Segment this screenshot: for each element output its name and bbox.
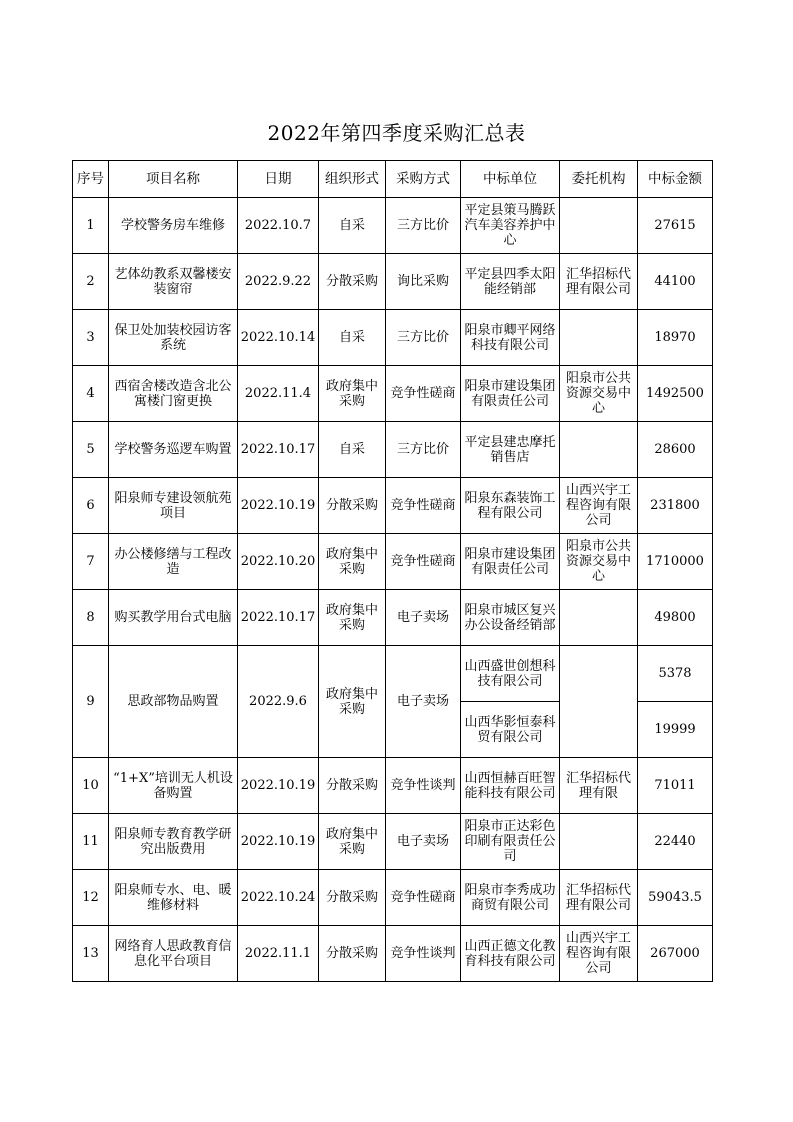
cell-amount: 49800 (638, 590, 713, 646)
cell-name: 学校警务房车维修 (109, 198, 238, 254)
cell-agency: 汇华招标代理有限 (560, 758, 638, 814)
cell-name: 阳泉师专建设领航苑项目 (109, 478, 238, 534)
table-row (73, 310, 713, 366)
cell-name: 阳泉师专水、电、暖维修材料 (109, 870, 238, 926)
cell-date: 2022.10.24 (238, 870, 319, 926)
col-header-org: 组织形式 (319, 161, 386, 198)
cell-date: 2022.10.19 (238, 758, 319, 814)
table-row (73, 646, 713, 702)
cell-date: 2022.10.19 (238, 814, 319, 870)
cell-org: 政府集中采购 (319, 590, 386, 646)
cell-winner: 平定县四季太阳能经销部 (461, 254, 560, 310)
cell-method: 竞争性谈判 (386, 758, 461, 814)
cell-method: 三方比价 (386, 310, 461, 366)
cell-org: 分散采购 (319, 758, 386, 814)
cell-agency: 山西兴宇工程咨询有限公司 (560, 926, 638, 982)
cell-agency (560, 310, 638, 366)
cell-name: “1+X”培训无人机设备购置 (109, 758, 238, 814)
cell-org: 分散采购 (319, 926, 386, 982)
cell-date: 2022.9.22 (238, 254, 319, 310)
cell-winner: 平定县建忠摩托销售店 (461, 422, 560, 478)
cell-date: 2022.10.20 (238, 534, 319, 590)
cell-method: 电子卖场 (386, 814, 461, 870)
cell-name: 办公楼修缮与工程改造 (109, 534, 238, 590)
cell-agency: 阳泉市公共资源交易中心 (560, 366, 638, 422)
cell-name: 艺体幼教系双馨楼安装窗帘 (109, 254, 238, 310)
procurement-table (72, 160, 713, 982)
cell-agency: 阳泉市公共资源交易中心 (560, 534, 638, 590)
cell-org: 自采 (319, 422, 386, 478)
cell-no: 12 (73, 870, 109, 926)
table-row (73, 534, 713, 590)
cell-org: 自采 (319, 310, 386, 366)
cell-winner: 阳泉市城区复兴办公设备经销部 (461, 590, 560, 646)
cell-no: 1 (73, 198, 109, 254)
col-header-name: 项目名称 (109, 161, 238, 198)
cell-no: 4 (73, 366, 109, 422)
cell-agency: 山西兴宇工程咨询有限公司 (560, 478, 638, 534)
cell-agency (560, 814, 638, 870)
cell-agency: 汇华招标代理有限公司 (560, 870, 638, 926)
cell-winner: 山西华影恒泰科贸有限公司 (461, 702, 560, 758)
cell-name: 保卫处加装校园访客系统 (109, 310, 238, 366)
cell-method: 竞争性磋商 (386, 534, 461, 590)
table-row (73, 758, 713, 814)
cell-org: 政府集中采购 (319, 366, 386, 422)
cell-winner: 平定县策马腾跃汽车美容养护中心 (461, 198, 560, 254)
cell-no: 6 (73, 478, 109, 534)
cell-method: 竞争性磋商 (386, 366, 461, 422)
cell-org: 政府集中采购 (319, 534, 386, 590)
cell-no: 7 (73, 534, 109, 590)
cell-amount: 5378 (638, 646, 713, 702)
cell-method: 电子卖场 (386, 646, 461, 758)
cell-org: 政府集中采购 (319, 646, 386, 758)
col-header-amount: 中标金额 (638, 161, 713, 198)
table-row (73, 590, 713, 646)
cell-agency (560, 646, 638, 758)
cell-org: 分散采购 (319, 478, 386, 534)
table-row (73, 478, 713, 534)
cell-winner: 阳泉东森装饰工程有限公司 (461, 478, 560, 534)
cell-name: 购买教学用台式电脑 (109, 590, 238, 646)
cell-org: 自采 (319, 198, 386, 254)
col-header-date: 日期 (238, 161, 319, 198)
cell-amount: 27615 (638, 198, 713, 254)
cell-org: 分散采购 (319, 254, 386, 310)
cell-amount: 28600 (638, 422, 713, 478)
cell-date: 2022.11.1 (238, 926, 319, 982)
cell-amount: 71011 (638, 758, 713, 814)
cell-method: 竞争性谈判 (386, 926, 461, 982)
table-row (73, 422, 713, 478)
cell-name: 阳泉师专教育教学研究出版费用 (109, 814, 238, 870)
cell-winner: 山西正德文化教育科技有限公司 (461, 926, 560, 982)
cell-winner: 阳泉市卿平网络科技有限公司 (461, 310, 560, 366)
col-header-winner: 中标单位 (461, 161, 560, 198)
cell-method: 三方比价 (386, 198, 461, 254)
cell-amount: 1492500 (638, 366, 713, 422)
cell-no: 10 (73, 758, 109, 814)
cell-org: 分散采购 (319, 870, 386, 926)
header-row (73, 161, 713, 198)
cell-date: 2022.10.14 (238, 310, 319, 366)
cell-no: 13 (73, 926, 109, 982)
col-header-no: 序号 (73, 161, 109, 198)
cell-no: 8 (73, 590, 109, 646)
cell-no: 2 (73, 254, 109, 310)
cell-amount: 267000 (638, 926, 713, 982)
cell-amount: 59043.5 (638, 870, 713, 926)
cell-name: 学校警务巡逻车购置 (109, 422, 238, 478)
cell-agency (560, 590, 638, 646)
table-row (73, 926, 713, 982)
cell-agency (560, 198, 638, 254)
cell-winner: 阳泉市建设集团有限责任公司 (461, 534, 560, 590)
cell-method: 三方比价 (386, 422, 461, 478)
cell-name: 西宿舍楼改造含北公寓楼门窗更换 (109, 366, 238, 422)
cell-method: 竞争性磋商 (386, 870, 461, 926)
table-row (73, 814, 713, 870)
table-row (73, 198, 713, 254)
cell-winner: 阳泉市正达彩色印刷有限责任公司 (461, 814, 560, 870)
cell-agency (560, 422, 638, 478)
page-title: 2022年第四季度采购汇总表 (267, 121, 526, 145)
cell-winner: 阳泉市李秀成功商贸有限公司 (461, 870, 560, 926)
cell-org: 政府集中采购 (319, 814, 386, 870)
cell-method: 询比采购 (386, 254, 461, 310)
cell-amount: 18970 (638, 310, 713, 366)
cell-name: 网络育人思政教育信息化平台项目 (109, 926, 238, 982)
cell-winner: 山西恒赫百旺智能科技有限公司 (461, 758, 560, 814)
cell-amount: 231800 (638, 478, 713, 534)
cell-amount: 44100 (638, 254, 713, 310)
cell-no: 3 (73, 310, 109, 366)
cell-date: 2022.10.7 (238, 198, 319, 254)
cell-no: 9 (73, 646, 109, 758)
cell-winner: 山西盛世创想科技有限公司 (461, 646, 560, 702)
table-row (73, 870, 713, 926)
table-row (73, 366, 713, 422)
table-row (73, 254, 713, 310)
col-header-agency: 委托机构 (560, 161, 638, 198)
cell-date: 2022.10.19 (238, 478, 319, 534)
cell-amount: 22440 (638, 814, 713, 870)
cell-amount: 19999 (638, 702, 713, 758)
cell-date: 2022.11.4 (238, 366, 319, 422)
cell-amount: 1710000 (638, 534, 713, 590)
cell-agency: 汇华招标代理有限公司 (560, 254, 638, 310)
cell-no: 11 (73, 814, 109, 870)
cell-method: 竞争性磋商 (386, 478, 461, 534)
cell-method: 电子卖场 (386, 590, 461, 646)
cell-winner: 阳泉市建设集团有限责任公司 (461, 366, 560, 422)
cell-no: 5 (73, 422, 109, 478)
cell-date: 2022.10.17 (238, 422, 319, 478)
col-header-method: 采购方式 (386, 161, 461, 198)
cell-date: 2022.10.17 (238, 590, 319, 646)
cell-date: 2022.9.6 (238, 646, 319, 758)
cell-name: 思政部物品购置 (109, 646, 238, 758)
